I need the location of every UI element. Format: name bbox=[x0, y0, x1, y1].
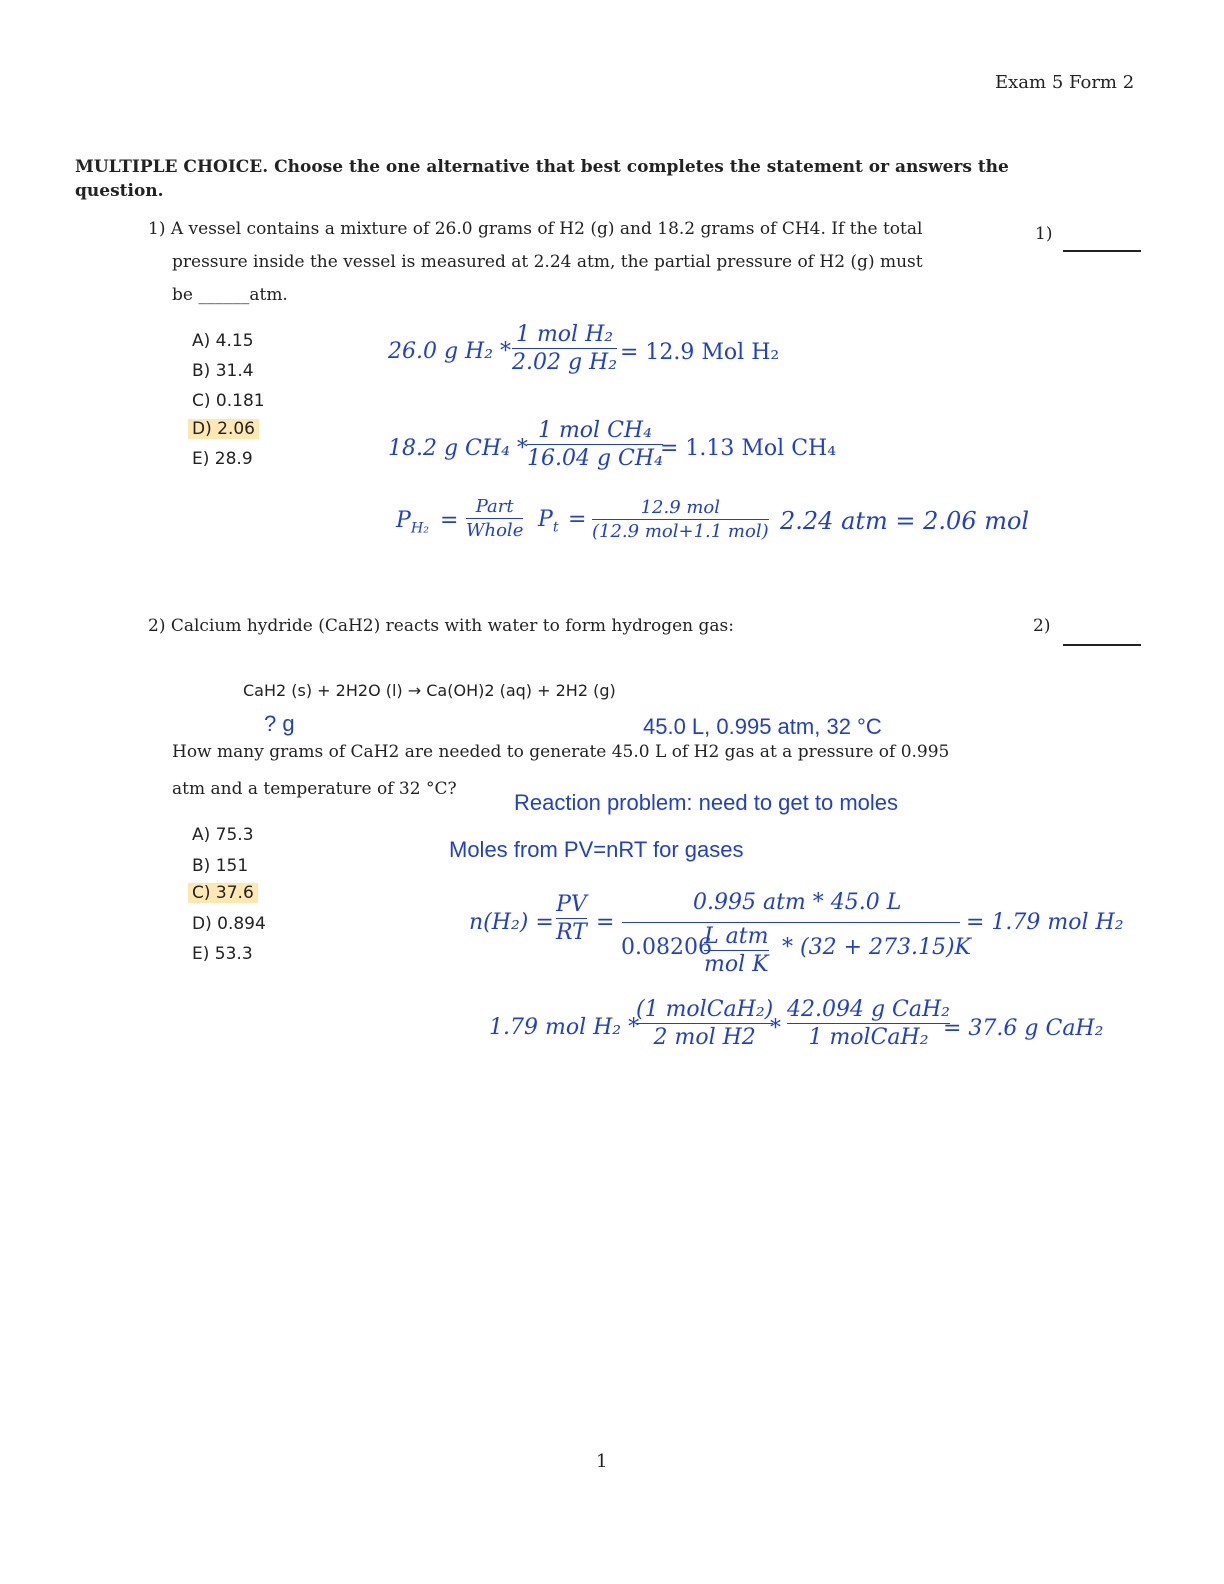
q2-note-moles: Moles from PV=nRT for gases bbox=[449, 837, 744, 862]
q1-work-ch4-fraction bbox=[527, 418, 663, 471]
q1-work-mole-fraction bbox=[592, 497, 769, 542]
fraction-bar bbox=[466, 518, 523, 519]
q1-work-pt bbox=[538, 507, 559, 535]
mol-num: 12.9 mol bbox=[640, 497, 721, 518]
q2-line2: How many grams of CaH2 are needed to generate 45.0 L of H2 gas at a pressure of 0.995 bbox=[172, 742, 950, 762]
unit-den: mol K bbox=[704, 952, 769, 977]
q2-note-reaction: Reaction problem: need to get to moles bbox=[514, 790, 899, 815]
q1-work-part-whole bbox=[466, 496, 523, 541]
pt-symbol: P bbox=[538, 507, 553, 532]
fraction-bar bbox=[592, 519, 769, 520]
q1-work-h2-result: = 12.9 Mol H₂ bbox=[620, 340, 780, 365]
q2-work-num: 0.995 atm * 45.0 L bbox=[693, 890, 902, 915]
instructions-line1: MULTIPLE CHOICE. Choose the one alternative that best completes the statement or answers the bbox=[75, 157, 1009, 177]
q2-note-unknown: ? g bbox=[264, 711, 295, 736]
q1-work-ch4-given: 18.2 g CH₄ * bbox=[388, 436, 528, 461]
unit-num: L atm bbox=[704, 924, 769, 949]
fraction-bar bbox=[527, 444, 663, 445]
q2-line3: atm and a temperature of 32 °C? bbox=[172, 779, 457, 799]
q2-work-pv-rt bbox=[556, 892, 587, 945]
whole-label: Whole bbox=[466, 520, 524, 541]
q2-choice-e: E) 53.3 bbox=[192, 944, 253, 964]
fraction-bar bbox=[636, 1023, 773, 1024]
q2-work-main-bar bbox=[622, 922, 960, 923]
part-label: Part bbox=[475, 496, 514, 517]
q2-line1: 2) Calcium hydride (CaH2) reacts with water to form hydrogen gas: bbox=[148, 616, 734, 636]
q2-choice-c-highlighted: C) 37.6 bbox=[188, 883, 258, 903]
q1-choice-e: E) 28.9 bbox=[192, 449, 253, 469]
q2-work-conv-star: * bbox=[770, 1016, 781, 1041]
q2-work-final: = 37.6 g CaH₂ bbox=[943, 1016, 1104, 1041]
q1-work-p-lhs bbox=[396, 508, 429, 536]
fraction-bar bbox=[512, 348, 617, 349]
fraction-bar bbox=[704, 950, 769, 951]
q1-work-h2-given: 26.0 g H₂ * bbox=[388, 339, 512, 364]
fraction-bar bbox=[556, 918, 587, 919]
page-number: 1 bbox=[596, 1451, 608, 1472]
q1-choice-a: A) 4.15 bbox=[192, 331, 254, 351]
q1-side-number: 1) bbox=[1035, 224, 1053, 244]
q1-work-p-eq: = bbox=[440, 508, 459, 533]
q2-work-conv-given: 1.79 mol H₂ * bbox=[489, 1015, 640, 1040]
conv1-den: 2 mol H2 bbox=[653, 1025, 756, 1050]
pt-subscript: t bbox=[552, 519, 559, 536]
exam-label: Exam 5 Form 2 bbox=[995, 72, 1135, 93]
q2-note-conditions: 45.0 L, 0.995 atm, 32 °C bbox=[643, 714, 882, 739]
q2-work-eq1: = bbox=[596, 910, 615, 935]
q2-choice-d: D) 0.894 bbox=[192, 914, 266, 934]
mol-den: (12.9 mol+1.1 mol) bbox=[592, 521, 769, 542]
q2-choice-a: A) 75.3 bbox=[192, 825, 254, 845]
conv2-den: 1 molCaH₂ bbox=[808, 1025, 929, 1050]
q2-side-number: 2) bbox=[1033, 616, 1051, 636]
q1-work-ch4-result: = 1.13 Mol CH₄ bbox=[660, 436, 837, 461]
conv1-num: (1 molCaH₂) bbox=[636, 997, 774, 1022]
q2-work-den-t: * (32 + 273.15)K bbox=[782, 935, 971, 960]
q2-work-n-lhs: n(H₂) = bbox=[469, 910, 554, 935]
q2-answer-blank[interactable] bbox=[1063, 644, 1141, 646]
q1-line1: 1) A vessel contains a mixture of 26.0 grams of H2 (g) and 18.2 grams of CH4. If the total bbox=[148, 219, 923, 239]
q1-work-p-result: 2.24 atm = 2.06 mol bbox=[780, 507, 1030, 535]
q2-work-conv2 bbox=[787, 997, 950, 1050]
pv-label: PV bbox=[556, 892, 587, 917]
q1-work-ch4-den: 16.04 g CH₄ bbox=[527, 446, 663, 471]
q1-work-h2-fraction bbox=[512, 322, 617, 375]
conv2-num: 42.094 g CaH₂ bbox=[787, 997, 951, 1022]
q1-work-pt-eq: = bbox=[568, 507, 587, 532]
q1-line2: pressure inside the vessel is measured at 2.24 atm, the partial pressure of H2 (g) must bbox=[172, 252, 923, 272]
q1-work-h2-num: 1 mol H₂ bbox=[515, 322, 614, 347]
q1-choice-d-highlighted: D) 2.06 bbox=[188, 419, 259, 439]
p-symbol: P bbox=[396, 508, 411, 533]
q1-choice-c: C) 0.181 bbox=[192, 391, 265, 411]
q1-work-h2-den: 2.02 g H₂ bbox=[512, 350, 618, 375]
q2-choice-b: B) 151 bbox=[192, 856, 249, 876]
p-subscript: H₂ bbox=[410, 520, 430, 537]
q1-line3: be ______atm. bbox=[172, 285, 288, 305]
rt-label: RT bbox=[556, 920, 587, 945]
q2-work-den-unit bbox=[704, 924, 769, 977]
q2-work-den-r: 0.08206 bbox=[621, 935, 712, 960]
q1-answer-blank[interactable] bbox=[1063, 250, 1141, 252]
fraction-bar bbox=[787, 1023, 950, 1024]
q2-work-n-result: = 1.79 mol H₂ bbox=[966, 910, 1124, 935]
q1-work-ch4-num: 1 mol CH₄ bbox=[537, 418, 652, 443]
q2-reaction: CaH2 (s) + 2H2O (l) → Ca(OH)2 (aq) + 2H2 (g) bbox=[243, 681, 616, 700]
q2-work-conv1 bbox=[636, 997, 773, 1050]
q1-choice-b: B) 31.4 bbox=[192, 361, 254, 381]
instructions-line2: question. bbox=[75, 181, 164, 201]
